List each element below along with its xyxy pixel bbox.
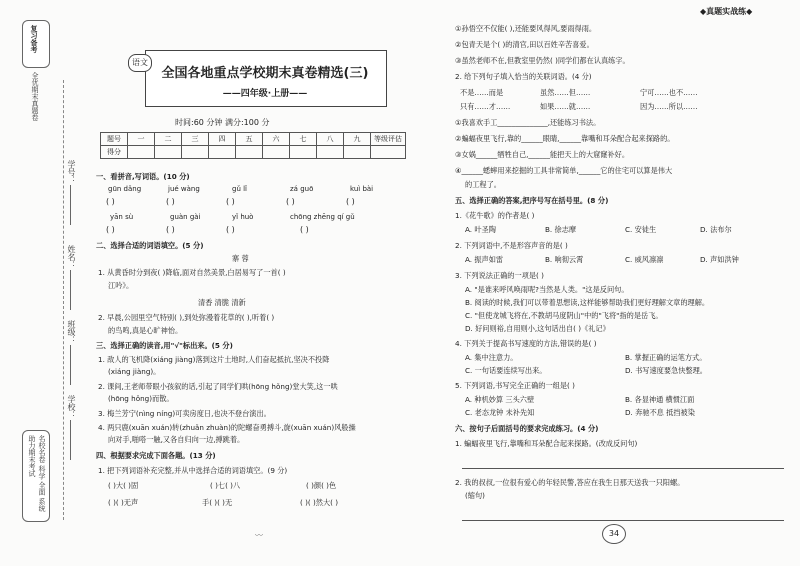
question-text: 江吟》。 bbox=[108, 281, 134, 290]
score-input[interactable] bbox=[182, 146, 209, 159]
pinyin: gǔ lǐ bbox=[232, 185, 247, 193]
page-title: 全国各地重点学校期末真卷精选(三) bbox=[161, 66, 369, 81]
field-school: 学校： bbox=[67, 395, 76, 419]
question-text: 2. 早晨,公园里空气特别( ),到处弥漫着花草的( ),听着( ) bbox=[98, 313, 275, 322]
question-text: 2. 我的叔叔,一位很有爱心的年轻民警,答应在我生日那天送我一只阳螺。 bbox=[455, 478, 685, 487]
question-text: 4. 下列关于提高书写速度的方法,错误的是( ) bbox=[455, 339, 597, 348]
option[interactable]: D. 声如洪钟 bbox=[700, 255, 739, 264]
pinyin: guàn gài bbox=[170, 213, 201, 221]
section-3-title: 三、选择正确的读音,用"√"标出来。(5 分) bbox=[96, 341, 233, 350]
question-text: (xiáng jiàng)。 bbox=[108, 367, 161, 376]
question-text: ③虽然老师不在,但教室里仍然( )同学们都在认真练字。 bbox=[455, 56, 630, 65]
fill-word[interactable]: ( )颜( )色 bbox=[306, 481, 337, 490]
fill-word[interactable]: 手( )( )无 bbox=[202, 498, 233, 507]
pinyin: kuì bài bbox=[350, 185, 374, 193]
pinyin: jué wàng bbox=[168, 185, 200, 193]
answer-box[interactable]: ( ) bbox=[226, 225, 235, 234]
score-input[interactable] bbox=[236, 146, 263, 159]
option[interactable]: B. 各显神通 横惯江面 bbox=[625, 395, 695, 404]
option[interactable]: B. 响彻云霄 bbox=[545, 255, 584, 264]
section-4-title: 四、根据要求完成下面各题。(13 分) bbox=[96, 451, 216, 460]
side-bottom-text: 名校名卷 科学 全面 系统 助力期末考试 bbox=[28, 435, 46, 512]
fill-word[interactable]: ( )( )然大( ) bbox=[300, 498, 339, 507]
field-class-line[interactable] bbox=[70, 345, 71, 385]
score-cell: 题号 bbox=[101, 133, 128, 146]
option[interactable]: B. 徐志摩 bbox=[545, 225, 577, 234]
pinyin: zá guō bbox=[290, 185, 314, 193]
fill-word[interactable]: ( )七( )八 bbox=[210, 481, 241, 490]
score-table-row bbox=[101, 133, 406, 146]
word-choices: 寨 蓉 bbox=[232, 254, 249, 263]
question-text: 2. 课间,王老师带眼小孩叙的话,引起了同学们哄(hōng hǒng)堂大笑,这一哄 bbox=[98, 382, 338, 391]
conjunction: 宁可……也不…… bbox=[640, 88, 698, 97]
question-text: 1. 敌人的飞机降(xiáng jiàng)落到这片土地时,人们奋起抵抗,坚决不投降 bbox=[98, 355, 330, 364]
option[interactable]: A. 振声如雷 bbox=[465, 255, 504, 264]
option[interactable]: C. 安徒生 bbox=[625, 225, 657, 234]
field-student-id-line[interactable] bbox=[70, 185, 71, 225]
header-tag: ◆真题实战练◆ bbox=[700, 7, 753, 16]
option[interactable]: D. 奔驰不息 抵挡被染 bbox=[625, 408, 695, 417]
answer-box[interactable]: ( ) bbox=[226, 197, 235, 206]
score-input[interactable] bbox=[317, 146, 344, 159]
fill-word[interactable]: ( )( )无声 bbox=[108, 498, 139, 507]
option[interactable]: D. 好问则裕,自用则小,这句话出自( )《礼记》 bbox=[465, 324, 610, 333]
question-text: 向对手,啪嗒一触,又各自归向一边,搏跳着。 bbox=[108, 435, 245, 444]
score-input[interactable] bbox=[344, 146, 371, 159]
section-1-title: 一、看拼音,写词语。(10 分) bbox=[96, 172, 190, 181]
score-input[interactable] bbox=[128, 146, 155, 159]
option[interactable]: C. 老态龙钟 未补先知 bbox=[465, 408, 535, 417]
pinyin: yān sù bbox=[110, 213, 134, 221]
option[interactable]: A. 叶圣陶 bbox=[465, 225, 496, 234]
option[interactable]: C. 威风凛凛 bbox=[625, 255, 664, 264]
answer-box[interactable]: ( ) bbox=[286, 197, 295, 206]
answer-box[interactable]: ( ) bbox=[166, 197, 175, 206]
option[interactable]: C. 一句话要连续写出来。 bbox=[465, 366, 547, 375]
option[interactable]: B. 掌握正确的运笔方式。 bbox=[625, 353, 707, 362]
question-text: 5. 下列词语,书写完全正确的一组是( ) bbox=[455, 381, 575, 390]
grade-label: ——四年级·上册—— bbox=[222, 89, 308, 99]
side-top-box bbox=[22, 20, 50, 68]
option[interactable]: D. 法布尔 bbox=[700, 225, 732, 234]
score-input[interactable] bbox=[155, 146, 182, 159]
question-text: 1. 把下列词语补充完整,并从中选择合适的词语填空。(9 分) bbox=[98, 466, 288, 475]
answer-box[interactable]: ( ) bbox=[106, 225, 115, 234]
score-table-row bbox=[101, 146, 406, 159]
question-text: 3. 下列说法正确的一项是( ) bbox=[455, 271, 544, 280]
option[interactable]: B. 阅读的时候,我们可以带着思想读,这样能够帮助我们更好理解文章的理解。 bbox=[465, 298, 710, 307]
field-class: 班级： bbox=[67, 320, 76, 344]
conjunction: 不是……而是 bbox=[460, 88, 504, 97]
score-cell: 一 bbox=[128, 133, 155, 146]
score-cell: 九 bbox=[344, 133, 371, 146]
pinyin: chōng zhēng qí gǔ bbox=[290, 213, 355, 221]
option[interactable]: D. 书写速度要急快整理。 bbox=[625, 366, 707, 375]
question-text: 的工程了。 bbox=[465, 180, 501, 189]
page-ornament: 〰 bbox=[255, 531, 263, 540]
field-name: 姓名： bbox=[67, 245, 76, 269]
score-cell: 八 bbox=[317, 133, 344, 146]
conjunction: 如果……就…… bbox=[540, 102, 591, 111]
question-text: 1. 蝙蝠夜里飞行,靠嘴和耳朵配合起来探路。(改成反问句) bbox=[455, 439, 638, 448]
question-text: 1. 从黄昏时分到夜( )降临,面对自然美景,白居易写了一首( ) bbox=[98, 268, 286, 277]
question-text: 4. 两只鹿(xuān xuán)转(zhuǎn zhuàn)的陀螺奋勇搏斗,旋(xuān xuán)风般操 bbox=[98, 423, 356, 432]
page-number: 34 bbox=[602, 524, 626, 544]
answer-box[interactable]: ( ) bbox=[346, 197, 355, 206]
answer-box[interactable]: ( ) bbox=[300, 225, 309, 234]
section-6-title: 六、按句子后面括号的要求完成练习。(4 分) bbox=[455, 424, 599, 433]
conjunction: 虽然……但…… bbox=[540, 88, 591, 97]
fill-word[interactable]: ( )大( )固 bbox=[108, 481, 139, 490]
field-name-line[interactable] bbox=[70, 270, 71, 310]
score-cell: 三 bbox=[182, 133, 209, 146]
answer-line[interactable] bbox=[462, 520, 784, 521]
conjunction: 因为……所以…… bbox=[640, 102, 698, 111]
score-cell: 等级评估 bbox=[371, 133, 406, 146]
answer-box[interactable]: ( ) bbox=[166, 225, 175, 234]
question-text: ①我喜欢手工______________,还能练习书法。 bbox=[455, 118, 601, 127]
section-2-title: 二、选择合适的词语填空。(5 分) bbox=[96, 241, 204, 250]
score-input[interactable] bbox=[371, 146, 406, 159]
conjunction: 只有……才…… bbox=[460, 102, 511, 111]
subject-badge: 语文 bbox=[128, 54, 152, 72]
question-text: ①孙悟空不仅能( ),还能要风得风,要雨得雨。 bbox=[455, 24, 597, 33]
score-cell: 二 bbox=[155, 133, 182, 146]
field-student-id: 学号： bbox=[67, 160, 76, 184]
question-text: 3. 梅兰芳宁(nìng níng)可卖房度日,也决不登台演出。 bbox=[98, 409, 271, 418]
question-text: (缩句) bbox=[465, 491, 485, 500]
score-cell: 得分 bbox=[101, 146, 128, 159]
pinyin: yǐ huò bbox=[232, 213, 254, 221]
score-cell: 四 bbox=[209, 133, 236, 146]
option[interactable]: A. 集中注意力。 bbox=[465, 353, 518, 362]
score-cell: 七 bbox=[290, 133, 317, 146]
option[interactable]: C. "但使龙城飞将在,不教胡马度阴山"中的"飞将"指的是岳飞。 bbox=[465, 311, 663, 320]
answer-line[interactable] bbox=[462, 468, 784, 469]
pinyin: gūn dǎng bbox=[108, 185, 142, 193]
question-text: 2. 下列词语中,不是形容声音的是( ) bbox=[455, 241, 568, 250]
score-cell: 五 bbox=[236, 133, 263, 146]
score-input[interactable] bbox=[209, 146, 236, 159]
question-text: ②蝙蝠夜里飞行,靠的______眼睛,______靠嘴和耳朵配合起来探路的。 bbox=[455, 134, 675, 143]
exam-time: 时间:60 分钟 满分:100 分 bbox=[175, 118, 270, 127]
question-text: ③女娲______牺牲自己,______能把天上的大窟窿补好。 bbox=[455, 150, 630, 159]
question-text: 2. 给下列句子填入恰当的关联词语。(4 分) bbox=[455, 72, 592, 81]
question-text: ②包青天是个( )的清官,田以百姓辛苦喜爱。 bbox=[455, 40, 594, 49]
option[interactable]: A. "是谁来呼风唤雨呢?当然是人类。"这是反问句。 bbox=[465, 285, 629, 294]
score-input[interactable] bbox=[263, 146, 290, 159]
side-bottom-box bbox=[22, 430, 50, 522]
section-5-title: 五、选择正确的答案,把序号写在括号里。(8 分) bbox=[455, 196, 609, 205]
score-input[interactable] bbox=[290, 146, 317, 159]
option[interactable]: A. 种机妙算 三头六壁 bbox=[465, 395, 535, 404]
side-series: 全优期末真题卷 bbox=[31, 72, 39, 121]
question-text: (hōng hǒng)而散。 bbox=[108, 394, 174, 403]
score-table bbox=[100, 132, 406, 159]
binding-dashed-line bbox=[63, 80, 64, 520]
question-text: 1.《花牛歌》的作者是( ) bbox=[455, 211, 535, 220]
field-school-line[interactable] bbox=[70, 420, 71, 460]
answer-box[interactable]: ( ) bbox=[106, 197, 115, 206]
score-cell: 六 bbox=[263, 133, 290, 146]
word-choices: 清香 清脆 清新 bbox=[198, 298, 246, 307]
side-top-text: 复习备考 bbox=[30, 25, 38, 53]
question-text: ④______蟋蟀用来挖掘的工具非常简单,______它的住宅可以算是伟大 bbox=[455, 166, 673, 175]
question-text: 的鸟鸣,真是心旷神怡。 bbox=[108, 326, 183, 335]
